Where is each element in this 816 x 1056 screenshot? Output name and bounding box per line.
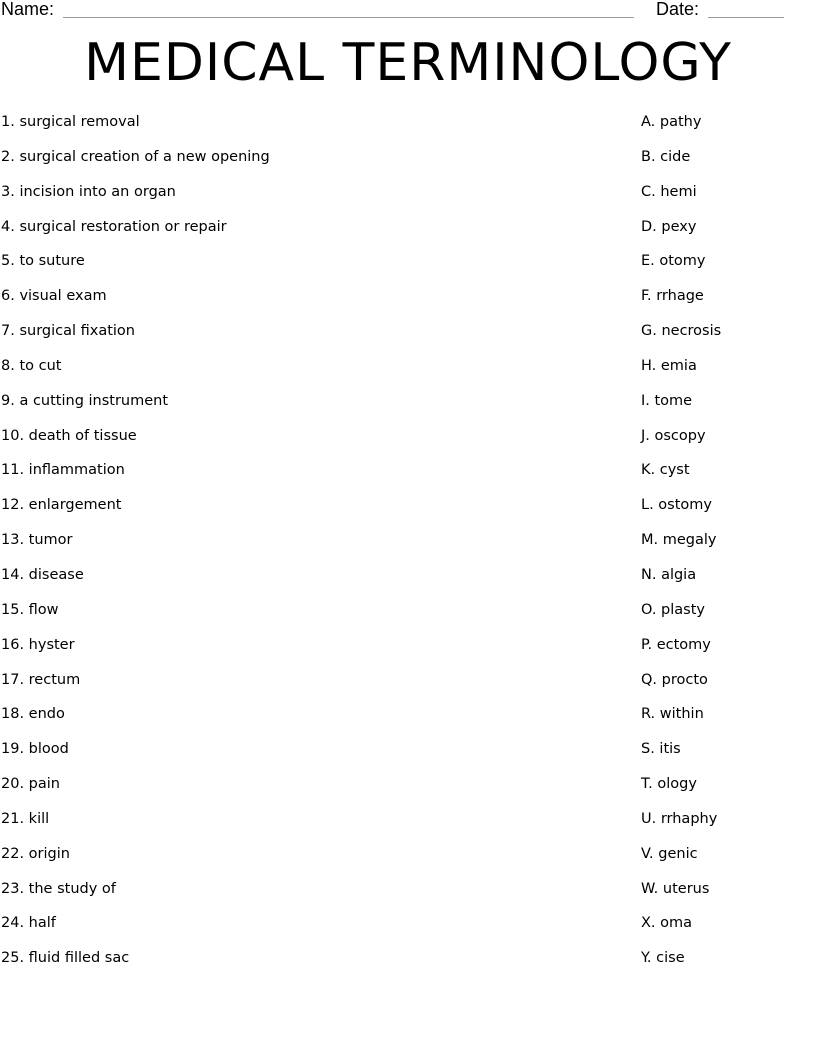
clue-item: 1. surgical removal	[1, 114, 140, 130]
clue-item: 4. surgical restoration or repair	[1, 218, 227, 235]
clue-item: 18. endo	[1, 706, 65, 723]
clue-item: 11. inflammation	[1, 462, 125, 479]
clue-item: 6. visual exam	[1, 288, 107, 305]
answer-item: B. cide	[641, 148, 691, 165]
clue-item: 7. surgical fixation	[1, 323, 135, 340]
answer-item: L. ostomy	[641, 497, 712, 514]
answer-item: Y. cise	[641, 950, 685, 967]
clue-item: 15. flow	[1, 601, 59, 618]
answer-item: W. uterus	[641, 880, 710, 897]
answer-item: N. algia	[641, 566, 697, 583]
clue-item: 20. pain	[1, 776, 60, 793]
answer-item: S. itis	[641, 741, 681, 758]
name-label: Name:	[1, 0, 55, 19]
answer-item: U. rrhaphy	[641, 810, 718, 827]
clue-item: 24. half	[1, 915, 56, 932]
answer-item: O. plasty	[641, 601, 705, 618]
clue-item: 2. surgical creation of a new opening	[1, 148, 270, 165]
clue-item: 9. a cutting instrument	[1, 392, 169, 409]
clue-item: 19. blood	[1, 741, 69, 758]
clue-item: 14. disease	[1, 566, 84, 583]
answer-item: J. oscopy	[641, 427, 706, 444]
answer-item: I. tome	[641, 392, 693, 409]
clue-item: 16. hyster	[1, 636, 75, 653]
answer-item: C. hemi	[641, 183, 697, 200]
answer-item: K. cyst	[641, 462, 690, 479]
clue-item: 5. to suture	[1, 253, 85, 270]
answer-item: X. oma	[641, 915, 693, 932]
answer-item: Q. procto	[641, 671, 708, 688]
clue-item: 25. fluid filled sac	[1, 950, 130, 967]
answer-item: V. genic	[641, 845, 698, 862]
clue-item: 10. death of tissue	[1, 427, 137, 444]
answer-item: T. ology	[641, 776, 697, 793]
answer-item: F. rrhage	[641, 288, 704, 305]
clue-item: 8. to cut	[1, 357, 62, 374]
answer-item: R. within	[641, 706, 704, 723]
answer-list	[641, 110, 721, 981]
clue-item: 17. rectum	[1, 671, 81, 688]
page-title: MEDICAL TERMINOLOGY	[84, 33, 732, 93]
clue-item: 3. incision into an organ	[1, 183, 176, 200]
answer-item: H. emia	[641, 357, 697, 374]
clue-item: 21. kill	[1, 810, 50, 827]
answer-item: P. ectomy	[641, 636, 711, 653]
answer-item: D. pexy	[641, 218, 697, 235]
clue-list	[1, 110, 270, 981]
worksheet-header	[0, 0, 816, 24]
clue-item: 12. enlargement	[1, 497, 122, 514]
date-label: Date:	[656, 0, 700, 19]
clue-item: 13. tumor	[1, 532, 73, 549]
answer-item: M. megaly	[641, 532, 717, 549]
name-field[interactable]	[63, 17, 634, 18]
clue-item: 22. origin	[1, 845, 70, 862]
clue-item: 23. the study of	[1, 880, 116, 897]
answer-item: E. otomy	[641, 253, 706, 270]
answer-item: G. necrosis	[641, 323, 722, 340]
answer-item: A. pathy	[641, 114, 702, 130]
date-field[interactable]	[708, 17, 784, 18]
